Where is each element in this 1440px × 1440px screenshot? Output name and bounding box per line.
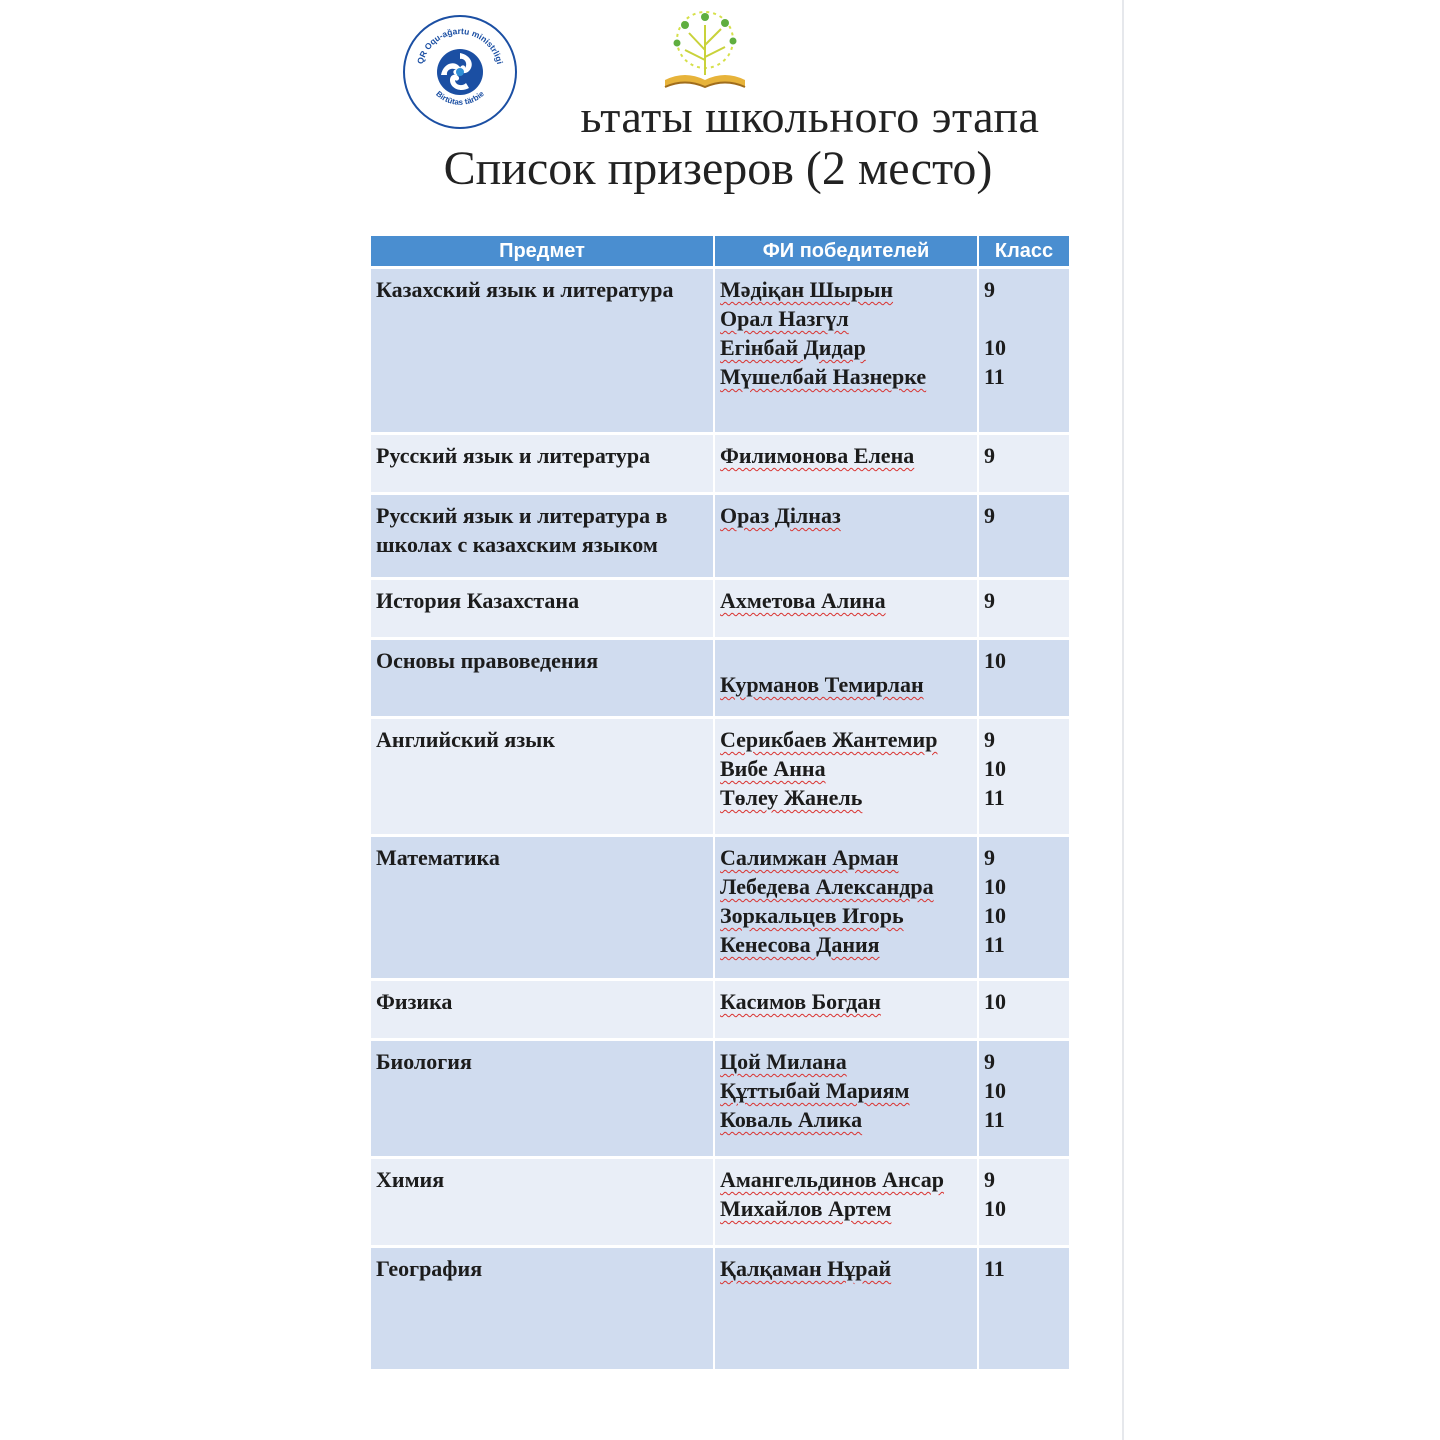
- grade-value: 9: [984, 503, 995, 528]
- table-row: [371, 719, 1069, 834]
- winner-name: Орал Назгүл: [720, 306, 849, 331]
- names-cell: [715, 1159, 977, 1245]
- table-row: [371, 1248, 1069, 1369]
- names-cell: [715, 981, 977, 1038]
- winner-name: Егінбай Дидар: [720, 335, 866, 360]
- grade-value: 9: [984, 277, 995, 302]
- grade-value: 10: [984, 903, 1006, 928]
- page-edge: [1122, 0, 1124, 1440]
- subject-cell: Биология: [371, 1041, 713, 1156]
- names-cell: [715, 1041, 977, 1156]
- winner-name: Цой Милана: [720, 1049, 847, 1074]
- table-row: [371, 269, 1069, 432]
- winner-name: Кенесова Дания: [720, 932, 880, 957]
- grade-cell: [979, 1248, 1069, 1369]
- ministry-logo: [403, 15, 517, 129]
- table-row: [371, 435, 1069, 492]
- subject-cell: География: [371, 1248, 713, 1369]
- grade-cell: [979, 1041, 1069, 1156]
- grade-value: 10: [984, 648, 1006, 673]
- subject-cell: Математика: [371, 837, 713, 978]
- grade-value: 10: [984, 756, 1006, 781]
- winner-name: Коваль Алика: [720, 1107, 863, 1132]
- grade-value: 10: [984, 335, 1006, 360]
- subject-cell: Английский язык: [371, 719, 713, 834]
- names-cell: [715, 269, 977, 432]
- grade-value: 9: [984, 1167, 995, 1192]
- names-cell: [715, 435, 977, 492]
- subject-cell: Химия: [371, 1159, 713, 1245]
- subject-cell: Основы правоведения: [371, 640, 713, 716]
- table-row: [371, 1041, 1069, 1156]
- grade-value: 9: [984, 588, 995, 613]
- subject-cell: История Казахстана: [371, 580, 713, 637]
- winner-name: [720, 646, 973, 670]
- subject-cell: Физика: [371, 981, 713, 1038]
- winner-name: Салимжан Арман: [720, 845, 899, 870]
- winner-name: Вибе Анна: [720, 756, 826, 781]
- grade-cell: [979, 269, 1069, 432]
- winner-name: Серикбаев Жантемир: [720, 727, 938, 752]
- winner-name: Құттыбай Мариям: [720, 1078, 910, 1103]
- names-cell: [715, 719, 977, 834]
- winner-name: Ораз Ділназ: [720, 503, 841, 528]
- grade-cell: [979, 837, 1069, 978]
- grade-value: 10: [984, 1078, 1006, 1103]
- winner-name: Филимонова Елена: [720, 443, 915, 468]
- grade-value: 11: [984, 785, 1005, 810]
- table-row: [371, 640, 1069, 716]
- subject-cell: Русский язык и литература: [371, 435, 713, 492]
- winner-name: Төлеу Жанель: [720, 785, 863, 810]
- grade-value: 9: [984, 1049, 995, 1074]
- grade-value: 10: [984, 1196, 1006, 1221]
- table-row: [371, 580, 1069, 637]
- grade-value: 10: [984, 989, 1006, 1014]
- column-header-names: ФИ победителей: [715, 236, 977, 266]
- grade-value: 9: [984, 727, 995, 752]
- winner-name: Ахметова Алина: [720, 588, 886, 613]
- page-title-line-1: ьтаты школьного этапа: [580, 91, 1040, 142]
- subject-cell: Казахский язык и литература: [371, 269, 713, 432]
- book-tree-emblem: [655, 5, 755, 95]
- grade-cell: [979, 640, 1069, 716]
- grade-cell: [979, 580, 1069, 637]
- winner-name: Қалқаман Нұрай: [720, 1256, 892, 1281]
- grade-cell: [979, 719, 1069, 834]
- grade-value: 11: [984, 932, 1005, 957]
- winner-name: Амангельдинов Ансар: [720, 1167, 944, 1192]
- grade-value: 9: [984, 845, 995, 870]
- table-header-row: [371, 236, 1069, 266]
- names-cell: [715, 1248, 977, 1369]
- column-header-subject: Предмет: [371, 236, 713, 266]
- grade-value: 11: [984, 364, 1005, 389]
- winner-name: Курманов Темирлан: [720, 672, 924, 697]
- grade-cell: [979, 981, 1069, 1038]
- names-cell: [715, 640, 977, 716]
- grade-value: 11: [984, 1256, 1005, 1281]
- winner-name: Мүшелбай Назнерке: [720, 364, 927, 389]
- names-cell: [715, 837, 977, 978]
- results-table: [369, 233, 1071, 1372]
- winner-name: Михайлов Артем: [720, 1196, 892, 1221]
- names-cell: [715, 580, 977, 637]
- table-row: [371, 837, 1069, 978]
- page-title-line-2: Список призеров (2 место): [443, 142, 993, 195]
- grade-cell: [979, 435, 1069, 492]
- names-cell: [715, 495, 977, 577]
- grade-value: 9: [984, 443, 995, 468]
- subject-cell: Русский язык и литература в школах с казахским языком: [371, 495, 713, 577]
- logo-text-top: QR Oqu-ağartu ministrligi: [414, 25, 506, 66]
- grade-value: [984, 304, 1065, 333]
- winner-name: Лебедева Александра: [720, 874, 934, 899]
- winner-name: Зоркальцев Игорь: [720, 903, 904, 928]
- grade-cell: [979, 1159, 1069, 1245]
- winner-name: Мәдіқан Шырын: [720, 277, 894, 302]
- grade-value: 10: [984, 874, 1006, 899]
- logo-text-bottom: Birtūtas tärbie: [434, 89, 486, 107]
- grade-cell: [979, 495, 1069, 577]
- table-row: [371, 1159, 1069, 1245]
- grade-value: 11: [984, 1107, 1005, 1132]
- table-row: [371, 495, 1069, 577]
- column-header-grade: Класс: [979, 236, 1069, 266]
- winner-name: Касимов Богдан: [720, 989, 881, 1014]
- table-row: [371, 981, 1069, 1038]
